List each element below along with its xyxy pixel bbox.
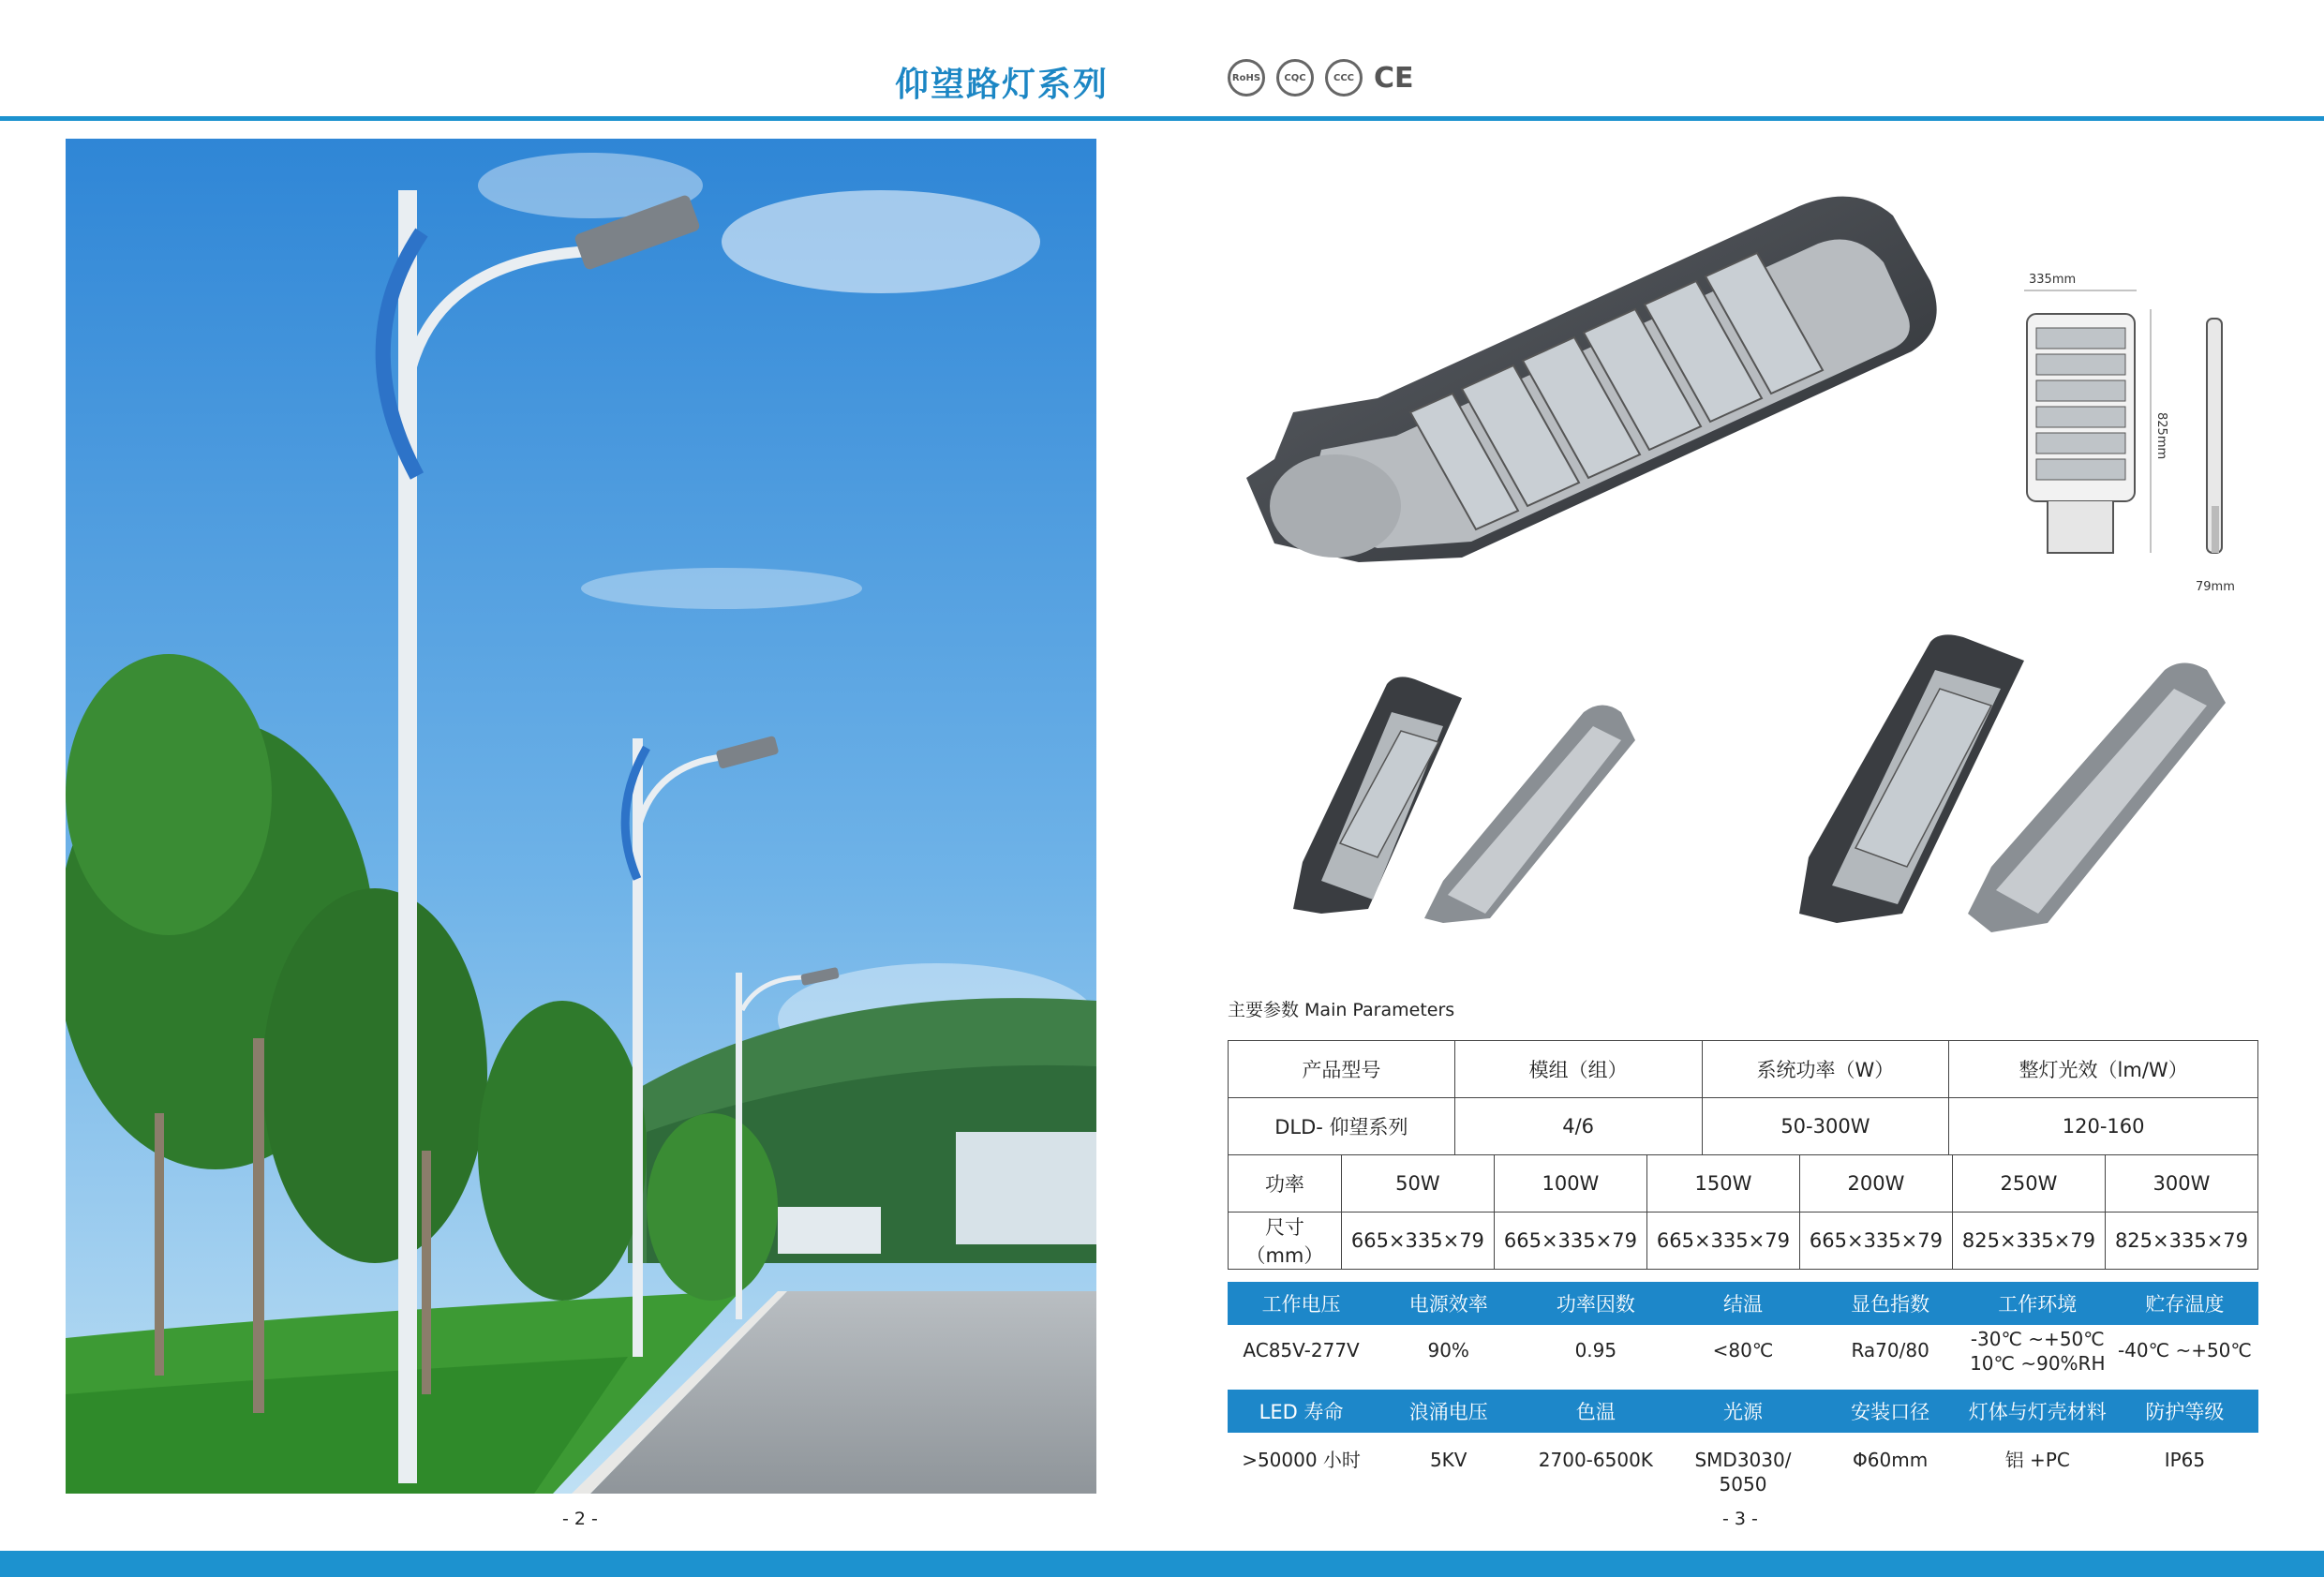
- table-row: [1229, 1213, 2258, 1270]
- spec-value: 0.95: [1574, 1339, 1617, 1361]
- table-cell: 50W: [1341, 1155, 1494, 1213]
- footer-bar: [0, 1551, 2324, 1577]
- length-label: 825mm: [2154, 412, 2168, 460]
- table-header-cell: 整灯光效（lm/W）: [1949, 1041, 2258, 1098]
- spec-values-row-1: [1228, 1328, 2258, 1376]
- power-size-table: [1228, 1154, 2258, 1270]
- spec-header: 灯体与灯壳材料: [1968, 1401, 2107, 1423]
- spec-header: 电源效率: [1408, 1293, 1488, 1316]
- spec-header: 工作环境: [1998, 1293, 2078, 1316]
- table-cell: 120-160: [1949, 1098, 2258, 1155]
- table-row-label: 尺寸（mm）: [1229, 1213, 1342, 1270]
- spec-value: Φ60mm: [1853, 1449, 1929, 1471]
- height-label: 79mm: [2196, 580, 2235, 590]
- spec-value: <80℃: [1712, 1339, 1774, 1361]
- ce-logo: CE: [1374, 61, 1414, 95]
- street-light-main-image: [1237, 187, 1959, 600]
- page-number-left: - 2 -: [562, 1509, 598, 1529]
- spec-value: Ra70/80: [1851, 1339, 1929, 1361]
- table-header-cell: 模组（组）: [1454, 1041, 1702, 1098]
- table-cell: 200W: [1799, 1155, 1952, 1213]
- table-cell: 665×335×79: [1494, 1213, 1646, 1270]
- spec-value: 90%: [1427, 1339, 1469, 1361]
- table-cell: 4/6: [1454, 1098, 1702, 1155]
- table-cell: 665×335×79: [1646, 1213, 1799, 1270]
- page-number-right: - 3 -: [1722, 1509, 1758, 1529]
- spec-header: 防护等级: [2145, 1401, 2225, 1423]
- spec-header: 贮存温度: [2145, 1293, 2225, 1316]
- certification-logos: [1228, 58, 1414, 97]
- table-cell: 825×335×79: [2105, 1213, 2257, 1270]
- table-cell: 250W: [1952, 1155, 2105, 1213]
- spec-header: 安装口径: [1851, 1401, 1930, 1423]
- table-cell: 825×335×79: [1952, 1213, 2105, 1270]
- ccc-logo: CCC: [1325, 59, 1363, 97]
- dimension-drawing-front: [2001, 272, 2169, 581]
- spec-value: IP65: [2164, 1449, 2206, 1471]
- spec-header: 结温: [1722, 1293, 1763, 1316]
- parameters-table-main: [1228, 1040, 2258, 1155]
- spec-value: -30℃ ~+50℃ 10℃ ~90%RH: [1970, 1328, 2106, 1375]
- street-photo: [66, 139, 1096, 1494]
- table-row: [1229, 1041, 2258, 1098]
- table-row-label: 功率: [1229, 1155, 1342, 1213]
- spec-header-bar-1: [1228, 1282, 2258, 1325]
- spec-header: 显色指数: [1851, 1293, 1930, 1316]
- spec-header: LED 寿命: [1259, 1401, 1344, 1423]
- spec-values-row-2: [1228, 1448, 2258, 1496]
- dimension-drawing-side: [2193, 309, 2249, 590]
- page-title: 仰望路灯系列: [895, 66, 1110, 104]
- street-light-4-module-image: [1284, 675, 1649, 937]
- table-header-cell: 系统功率（W）: [1702, 1041, 1949, 1098]
- spec-header: 工作电压: [1261, 1293, 1341, 1316]
- spec-value: SMD3030/ 5050: [1694, 1449, 1792, 1495]
- spec-value: 2700-6500K: [1538, 1449, 1653, 1471]
- width-label: 335mm: [2029, 273, 2077, 287]
- table-cell: 665×335×79: [1341, 1213, 1494, 1270]
- table-cell: 300W: [2105, 1155, 2257, 1213]
- spec-header: 色温: [1575, 1401, 1616, 1423]
- cqc-logo: CQC: [1276, 59, 1314, 97]
- parameters-heading: 主要参数 Main Parameters: [1228, 1000, 1455, 1020]
- spec-value: AC85V-277V: [1243, 1339, 1360, 1361]
- rohs-logo: RoHS: [1228, 59, 1265, 97]
- table-cell: 100W: [1494, 1155, 1646, 1213]
- table-cell: 150W: [1646, 1155, 1799, 1213]
- table-row: [1229, 1098, 2258, 1155]
- spec-value: 5KV: [1429, 1449, 1467, 1471]
- table-cell: 665×335×79: [1799, 1213, 1952, 1270]
- table-row: [1229, 1155, 2258, 1213]
- table-cell: DLD- 仰望系列: [1229, 1098, 1455, 1155]
- spec-header-bar-2: [1228, 1390, 2258, 1433]
- spec-value: 铝 +PC: [2004, 1449, 2070, 1471]
- table-header-cell: 产品型号: [1229, 1041, 1455, 1098]
- header-divider: [0, 116, 2324, 121]
- spec-header: 光源: [1722, 1401, 1763, 1423]
- spec-header: 功率因数: [1556, 1293, 1635, 1316]
- spec-value: -40℃ ~+50℃: [2117, 1339, 2252, 1361]
- spec-value: >50000 小时: [1242, 1449, 1361, 1471]
- spec-header: 浪涌电压: [1408, 1401, 1488, 1423]
- street-light-6-module-image: [1780, 632, 2240, 946]
- table-cell: 50-300W: [1702, 1098, 1949, 1155]
